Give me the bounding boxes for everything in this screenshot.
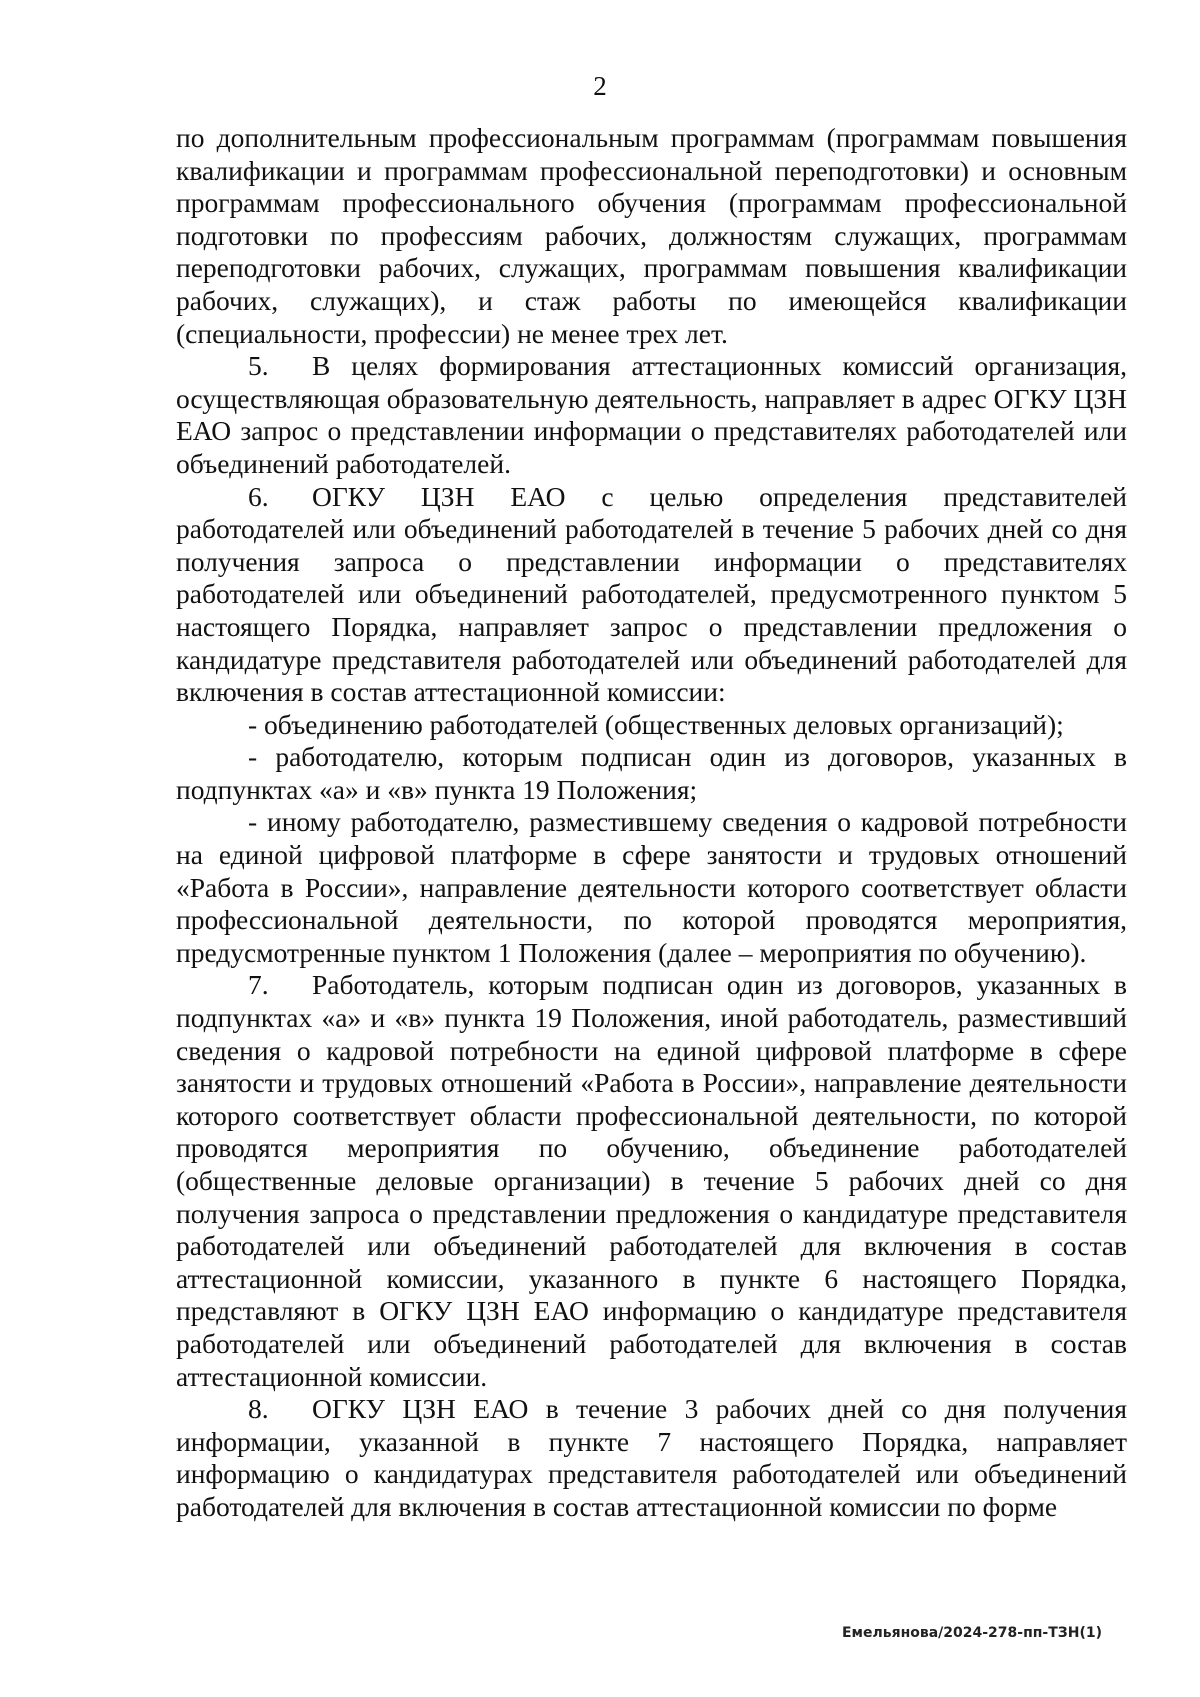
paragraph-6-number: 6. [248,480,269,512]
paragraph-8 [176,1393,1127,1523]
document-body [176,122,1127,1524]
document-reference-footer: Емельянова/2024-278-пп-ТЗН(1) [841,1625,1102,1641]
paragraph-8-number: 8. [248,1393,269,1425]
page-number: 2 [593,71,607,101]
paragraph-7-text: Работодатель, которым подписан один из договоров, указанных в подпунктах «а» и «в» пункта 19 Положения, иной работодатель, разместивший сведения о кадровой потребности на единой цифровой платформе в сфере занятости и трудовых отношений «Работа в России», направление деятельности которого соответствует области профессиональной деятельности, по которой проводятся мероприятия по обучению, объединение работодателей (общественные деловые организации) в течение 5 рабочих дней со дня получения запроса о представлении предложения о кандидатуре представителя работодателей или объединений работодателей для включения в состав аттестационной комиссии, указанного в пункте 6 настоящего Порядка, представляют в ОГКУ ЦЗН ЕАО информацию о кандидатуре представителя работодателей или объединений работодателей для включения в состав аттестационной комиссии. [176,969,1127,1392]
paragraph-6-list-item: - объединению работодателей (общественных деловых организаций); [248,708,1064,740]
paragraph-6-text: ОГКУ ЦЗН ЕАО с целью определения представителей работодателей или объединений работодателей в течение 5 рабочих дней со дня получения запроса о представлении информации о представителях работодателей или объединений работодателей, предусмотренного пунктом 5 настоящего Порядка, направляет запрос о представлении предложения о кандидатуре представителя работодателей или объединений работодателей для включения в состав аттестационной комиссии: [176,480,1127,708]
paragraph-7-number: 7. [248,969,269,1001]
paragraph-7 [176,969,1127,1393]
paragraph-6-list-item: - работодателю, которым подписан один из договоров, указанных в подпунктах «а» и «в» пункта 19 Положения; [176,741,1127,805]
paragraph-6-list-item: - иному работодателю, разместившему сведения о кадровой потребности на единой цифровой платформе в сфере занятости и трудовых отношений «Работа в России», направление деятельности которого соответствует области профессиональной деятельности, по которой проводятся мероприятия, предусмотренные пунктом 1 Положения (далее – мероприятия по обучению). [176,806,1127,968]
paragraph-6 [176,481,1127,709]
paragraph-5 [176,350,1127,480]
paragraph-5-text: В целях формирования аттестационных комиссий организация, осуществляющая образовательную деятельность, направляет в адрес ОГКУ ЦЗН ЕАО запрос о представлении информации о представителях работодателей или объединений работодателей. [176,350,1127,479]
paragraph-5-number: 5. [248,350,269,382]
paragraph-8-text: ОГКУ ЦЗН ЕАО в течение 3 рабочих дней со дня получения информации, указанной в пункте 7 настоящего Порядка, направляет информацию о кандидатурах представителя работодателей или объединений работодателей для включения в состав аттестационной комиссии по форме [176,1393,1127,1522]
paragraph-intro: по дополнительным профессиональным программам (программам повышения квалификации и программам профессиональной переподготовки) и основным программам профессионального обучения (программам профессиональной подготовки по профессиям рабочих, должностям служащих, программам переподготовки рабочих, служащих, программам повышения квалификации рабочих, служащих), и стаж работы по имеющейся квалификации (специальности, профессии) не менее трех лет. [176,122,1127,349]
